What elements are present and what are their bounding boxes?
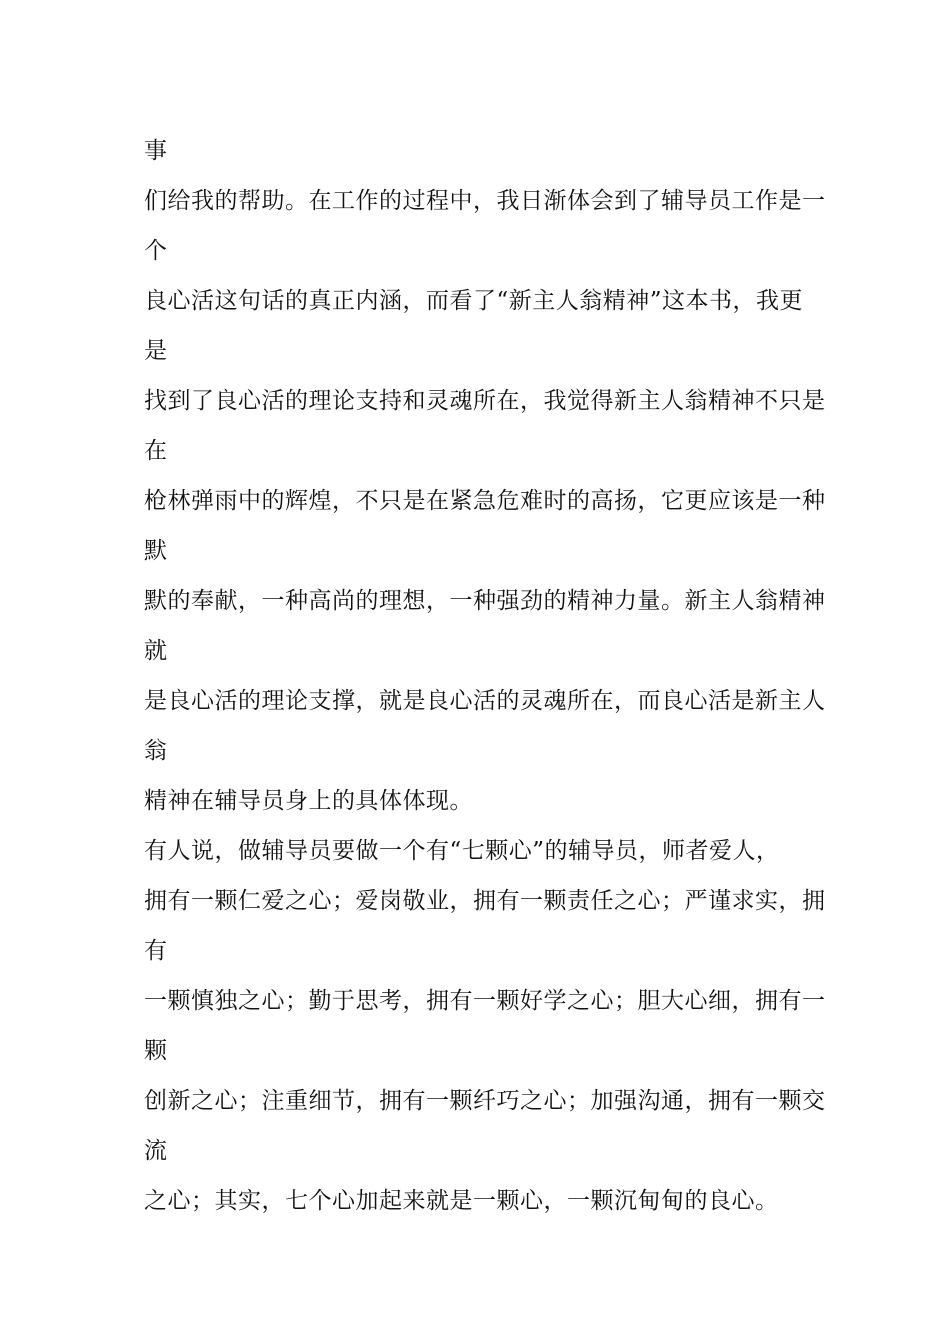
text-line: 创新之心；注重细节，拥有一颗纤巧之心；加强沟通，拥有一颗交 <box>144 1088 826 1114</box>
text-line: 事 <box>144 138 168 164</box>
text-line: 默 <box>144 538 168 564</box>
text-line: 一颗慎独之心；勤于思考，拥有一颗好学之心；胆大心细，拥有一 <box>144 988 826 1014</box>
text-line: 找到了良心活的理论支持和灵魂所在，我觉得新主人翁精神不只是 <box>144 388 826 414</box>
text-line: 颗 <box>144 1038 168 1064</box>
text-line: 们给我的帮助。在工作的过程中，我日渐体会到了辅导员工作是一 <box>144 188 826 214</box>
text-line: 在 <box>144 438 168 464</box>
text-line: 拥有一颗仁爱之心；爱岗敬业，拥有一颗责任之心；严谨求实，拥 <box>144 888 826 914</box>
text-line: 默的奉献，一种高尚的理想，一种强劲的精神力量。新主人翁精神 <box>144 588 826 614</box>
text-line: 有人说，做辅导员要做一个有“七颗心”的辅导员，师者爱人， <box>144 838 780 864</box>
text-line: 流 <box>144 1138 168 1164</box>
text-line: 枪林弹雨中的辉煌，不只是在紧急危难时的高扬，它更应该是一种 <box>144 488 826 514</box>
text-line: 个 <box>144 238 168 264</box>
text-line: 是 <box>144 338 168 364</box>
text-line: 之心；其实，七个心加起来就是一颗心，一颗沉甸甸的良心。 <box>144 1188 779 1214</box>
text-line: 是良心活的理论支撑，就是良心活的灵魂所在，而良心活是新主人 <box>144 688 826 714</box>
text-line: 就 <box>144 638 168 664</box>
body-text <box>144 134 824 1234</box>
text-line: 翁 <box>144 738 168 764</box>
text-line: 良心活这句话的真正内涵，而看了“新主人翁精神”这本书，我更 <box>144 288 804 314</box>
text-line: 有 <box>144 938 168 964</box>
text-line: 精神在辅导员身上的具体体现。 <box>144 788 473 814</box>
